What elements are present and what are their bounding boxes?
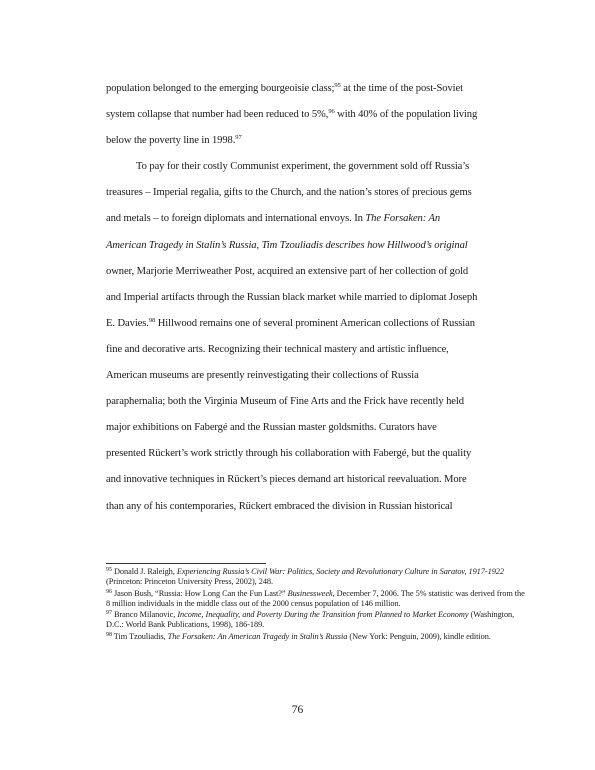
body-line: and Imperial artifacts through the Russian black market while married to diplomat Joseph — [106, 291, 478, 303]
footnote-number: 98 — [106, 631, 112, 638]
paragraph-first-line: To pay for their costly Communist experiment, the government sold off Russia’s — [136, 161, 470, 173]
footnotes — [106, 567, 530, 643]
body-line: presented Rückert’s work strictly through his collaboration with Fabergé, but the quality — [106, 448, 472, 460]
page-number: 76 — [291, 704, 304, 716]
body-line: American museums are presently reinvestigating their collections of Russia — [106, 370, 419, 382]
footnote-number: 95 — [106, 567, 112, 573]
footnote-ref[interactable]: 97 — [235, 134, 242, 142]
body-line: system collapse that number had been reduced to 5%,$^{96}$ with 40% of the population living — [106, 108, 478, 121]
body-line: owner, Marjorie Merriweather Post, acquired an extensive part of her collection of gold — [106, 265, 469, 277]
body-line — [106, 233, 528, 259]
book-title: The Forsaken: An — [365, 213, 441, 225]
body-line: and innovative techniques in Rückert’s pieces demand art historical reevaluation. More — [106, 474, 467, 486]
footnote-separator — [106, 563, 266, 564]
footnote-ref[interactable]: 98 — [148, 316, 156, 324]
body-line: and metals – to foreign diplomats and international envoys. In The Forsaken: An — [106, 213, 441, 225]
body-text — [106, 76, 528, 520]
footnote-title: The Forsaken: An American Tragedy in Stalin’s Russia — [167, 631, 348, 641]
footnote: $^{96}$ Jason Bush, “Russia: How Long Can the Fun Last?” Businessweek, December 7, 2006. The 5% statistic was derived from the 8 million individuals in the middle class out of the 2000 census population of 146 million. — [106, 588, 525, 608]
footnote-number: 97 — [106, 610, 112, 617]
body-line: E. Davies.$^{98}$ Hillwood remains one of several prominent American collections of Russian — [106, 316, 475, 329]
footnote-title: Experiencing Russia’s Civil War: Politics, Society and Revolutionary Culture in Saratov, 1917-1922 — [176, 567, 504, 576]
body-line: population belonged to the emerging bourgeoisie class;$^{95}$ at the time of the post-Soviet — [106, 82, 463, 94]
footnote-title: Income, Inequality, and Poverty During the Transition from Planned to Market Economy — [177, 610, 469, 620]
body-line: than any of his contemporaries, Rückert embraced the division in Russian historical — [106, 500, 453, 512]
footnote-ref[interactable]: 96 — [328, 108, 335, 116]
footnote: $^{95}$ Donald J. Raleigh, Experiencing Russia’s Civil War: Politics, Society and Revolutionary Culture in Saratov, 1917-1922 (Princeton: Princeton University Press, 2002), 248. — [106, 567, 504, 587]
body-line: paraphernalia; both the Virginia Museum of Fine Arts and the Frick have recently held — [106, 396, 464, 408]
footnote-number: 96 — [106, 588, 112, 595]
body-line: fine and decorative arts. Recognizing their technical mastery and artistic influence, — [106, 343, 449, 355]
footnote-title: Businessweek — [287, 588, 333, 598]
footnote: $^{98}$ Tim Tzouliadis, The Forsaken: An American Tragedy in Stalin’s Russia (New York: Penguin, 2009), kindle edition. — [106, 631, 491, 641]
book-title-cont: American Tragedy in Stalin’s Russia, Tim Tzouliadis describes how Hillwood’s original — [106, 239, 468, 251]
body-line: below the poverty line in 1998.97 — [106, 134, 242, 147]
footnote-ref[interactable]: 95 — [334, 82, 341, 89]
footnote: $^{97}$ Branco Milanovic, Income, Inequality, and Poverty During the Transition from Planned to Market Economy (Washington, D.C.: World Bank Publications, 1998), 186-189. — [106, 610, 515, 630]
body-line: treasures – Imperial regalia, gifts to the Church, and the nation’s stores of precious gems — [106, 187, 472, 199]
body-line: major exhibitions on Fabergé and the Russian master goldsmiths. Curators have — [106, 422, 437, 434]
